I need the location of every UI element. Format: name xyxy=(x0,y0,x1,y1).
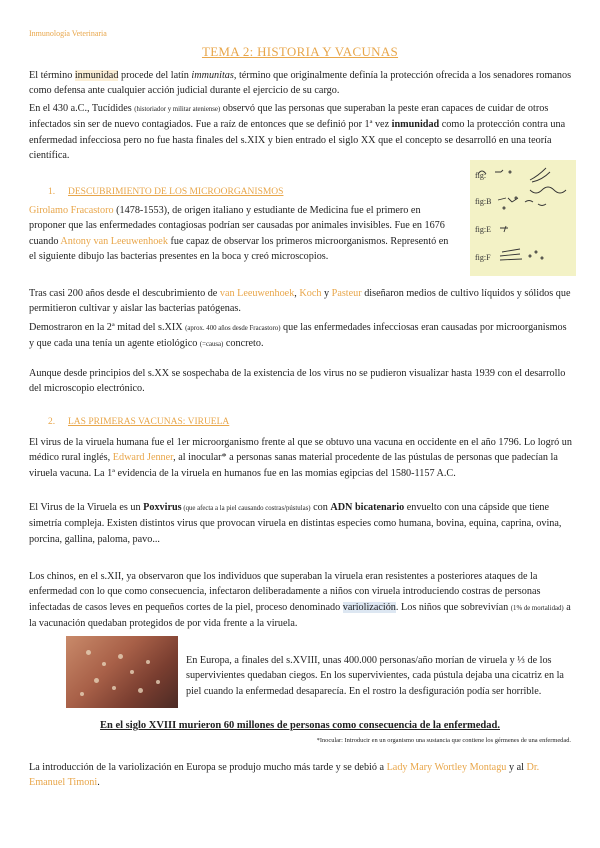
svg-text:fig:B: fig:B xyxy=(475,197,492,206)
section-2-paragraph-1: El virus de la viruela humana fue el 1er microorganismo frente al que se obtuvo una vacuna en occidente en el año 1796. Lo logró un médico rural inglés, Edward Jenner, al inocular* a personas sanas material procedente de las pústulas de personas que padecían la viruela vacuna. La 1ª evidencia de la viruela en humanos fue en las momias egipcias del 1580-1157 A.C. xyxy=(29,437,572,479)
smallpox-patient-photo xyxy=(66,636,178,708)
document-header: Inmunología Veterinaria xyxy=(29,29,107,38)
leeuwenhoek-bacteria-drawing xyxy=(470,160,576,276)
section-2-heading: 2. LAS PRIMERAS VACUNAS: VIRUELA xyxy=(48,417,230,427)
section-2-paragraph-4: En Europa, a finales del s.XVIII, unas 400.000 personas/año morían de viruela y ⅓ de los supervivientes quedaban ciegos. En los supervivientes, cada pústula dejaba una cicatriz en la piel cuando la enfermedad desaparecía. En el rostro la desfiguración podía ser horrible. xyxy=(186,655,564,697)
svg-text:fig:F: fig:F xyxy=(475,253,491,262)
section-1-paragraph-2: Tras casi 200 años desde el descubrimiento de van Leeuwenhoek, Koch y Pasteur diseñaron medios de cultivo líquidos y sólidos que permitieron cultivar y aislar las bacterias patógenas. xyxy=(29,288,571,315)
footnote: *Inocular: Introducir en un organismo una sustancia que contiene los gérmenes de una enfermedad. xyxy=(316,737,571,744)
section-1-heading: 1. DESCUBRIMIENTO DE LOS MICROORGANISMOS xyxy=(48,187,284,197)
section-1-paragraph-3: Demostraron en la 2ª mitad del s.XIX (aprox. 400 años desde Fracastoro) que las enfermedades infecciosas eran causadas por microorganismos y que cada una tenía un agente etiológico (=causa) concreto. xyxy=(29,322,567,350)
intro-paragraph-1: El término inmunidad procede del latín immunitas, término que originalmente definía la protección ofrecida a los senadores romanos como defensa ante cualquier acción judicial durante el ejercicio de su cargo. xyxy=(29,70,572,97)
section-2-paragraph-3: Los chinos, en el s.XII, ya observaron que los individuos que superaban la viruela eran resistentes a posteriores ataques de la enfermedad con lo que como consecuencia, infectaron deliberadamente a niños con viruela introduciendo costras de personas infectadas de casos leves en pequeños cortes de la piel, proceso denominado variolización. Los niños que sobrevivían (1% de mortalidad) a la vacunación quedaban protegidos de por vida frente a la viruela. xyxy=(29,571,571,630)
section-1-paragraph-4: Aunque desde principios del s.XX se sospechaba de la existencia de los virus no se pudieron visualizar hasta 1939 con el desarrollo del microscopio electrónico. xyxy=(29,368,566,395)
page-title: TEMA 2: HISTORIA Y VACUNAS xyxy=(201,44,399,59)
section-2-paragraph-2: El Virus de la Viruela es un Poxvirus (que afecta a la piel causando costras/pústulas) con ADN bicatenario envuelto con una cápside que tiene simetría compleja. Existen distintos virus que provocan viruela en distintas especies como humana, bovina, equina, caprina, ovina, porcina, gallina, paloma, pavo... xyxy=(29,502,562,545)
bacteria-sketch-icon xyxy=(470,160,576,276)
section-2-paragraph-5: La introducción de la variolización en Europa se produjo mucho más tarde y se debió a Lady Mary Wortley Montagu y al Dr. Emanuel Timoni. xyxy=(29,762,540,789)
photo-caption: En el siglo XVIII murieron 60 millones de personas como consecuencia de la enfermedad. xyxy=(100,720,500,731)
section-1-paragraph-1: Girolamo Fracastoro (1478-1553), de origen italiano y estudiante de Medicina fue el primero en proponer que las enfermedades contagiosas podrían ser causadas por animales invisibles. Fue en 1676 cuando Antony van Leeuwenhoek fue capaz de observar los primeros microorganismos. Representó en el siguiente dibujo las bacterias presentes en la boca y creó microscopios. xyxy=(29,205,449,263)
svg-text:fig:: fig: xyxy=(475,171,487,180)
svg-text:fig:E: fig:E xyxy=(475,225,491,234)
intro-paragraph-2: En el 430 a.C., Tucídides (historiador y militar ateniense) observó que las personas que superaban la peste eran capaces de cuidar de otros infectados sin ser de nuevo contagiados. Fue a raíz de entonces que se definió por 1ª vez inmunidad como la protección contra una enfermedad infecciosa pero no fue hasta finales del s.XIX y bien entrado el siglo XX que el concepto se desarrolló en una teoría científica. xyxy=(29,103,566,162)
